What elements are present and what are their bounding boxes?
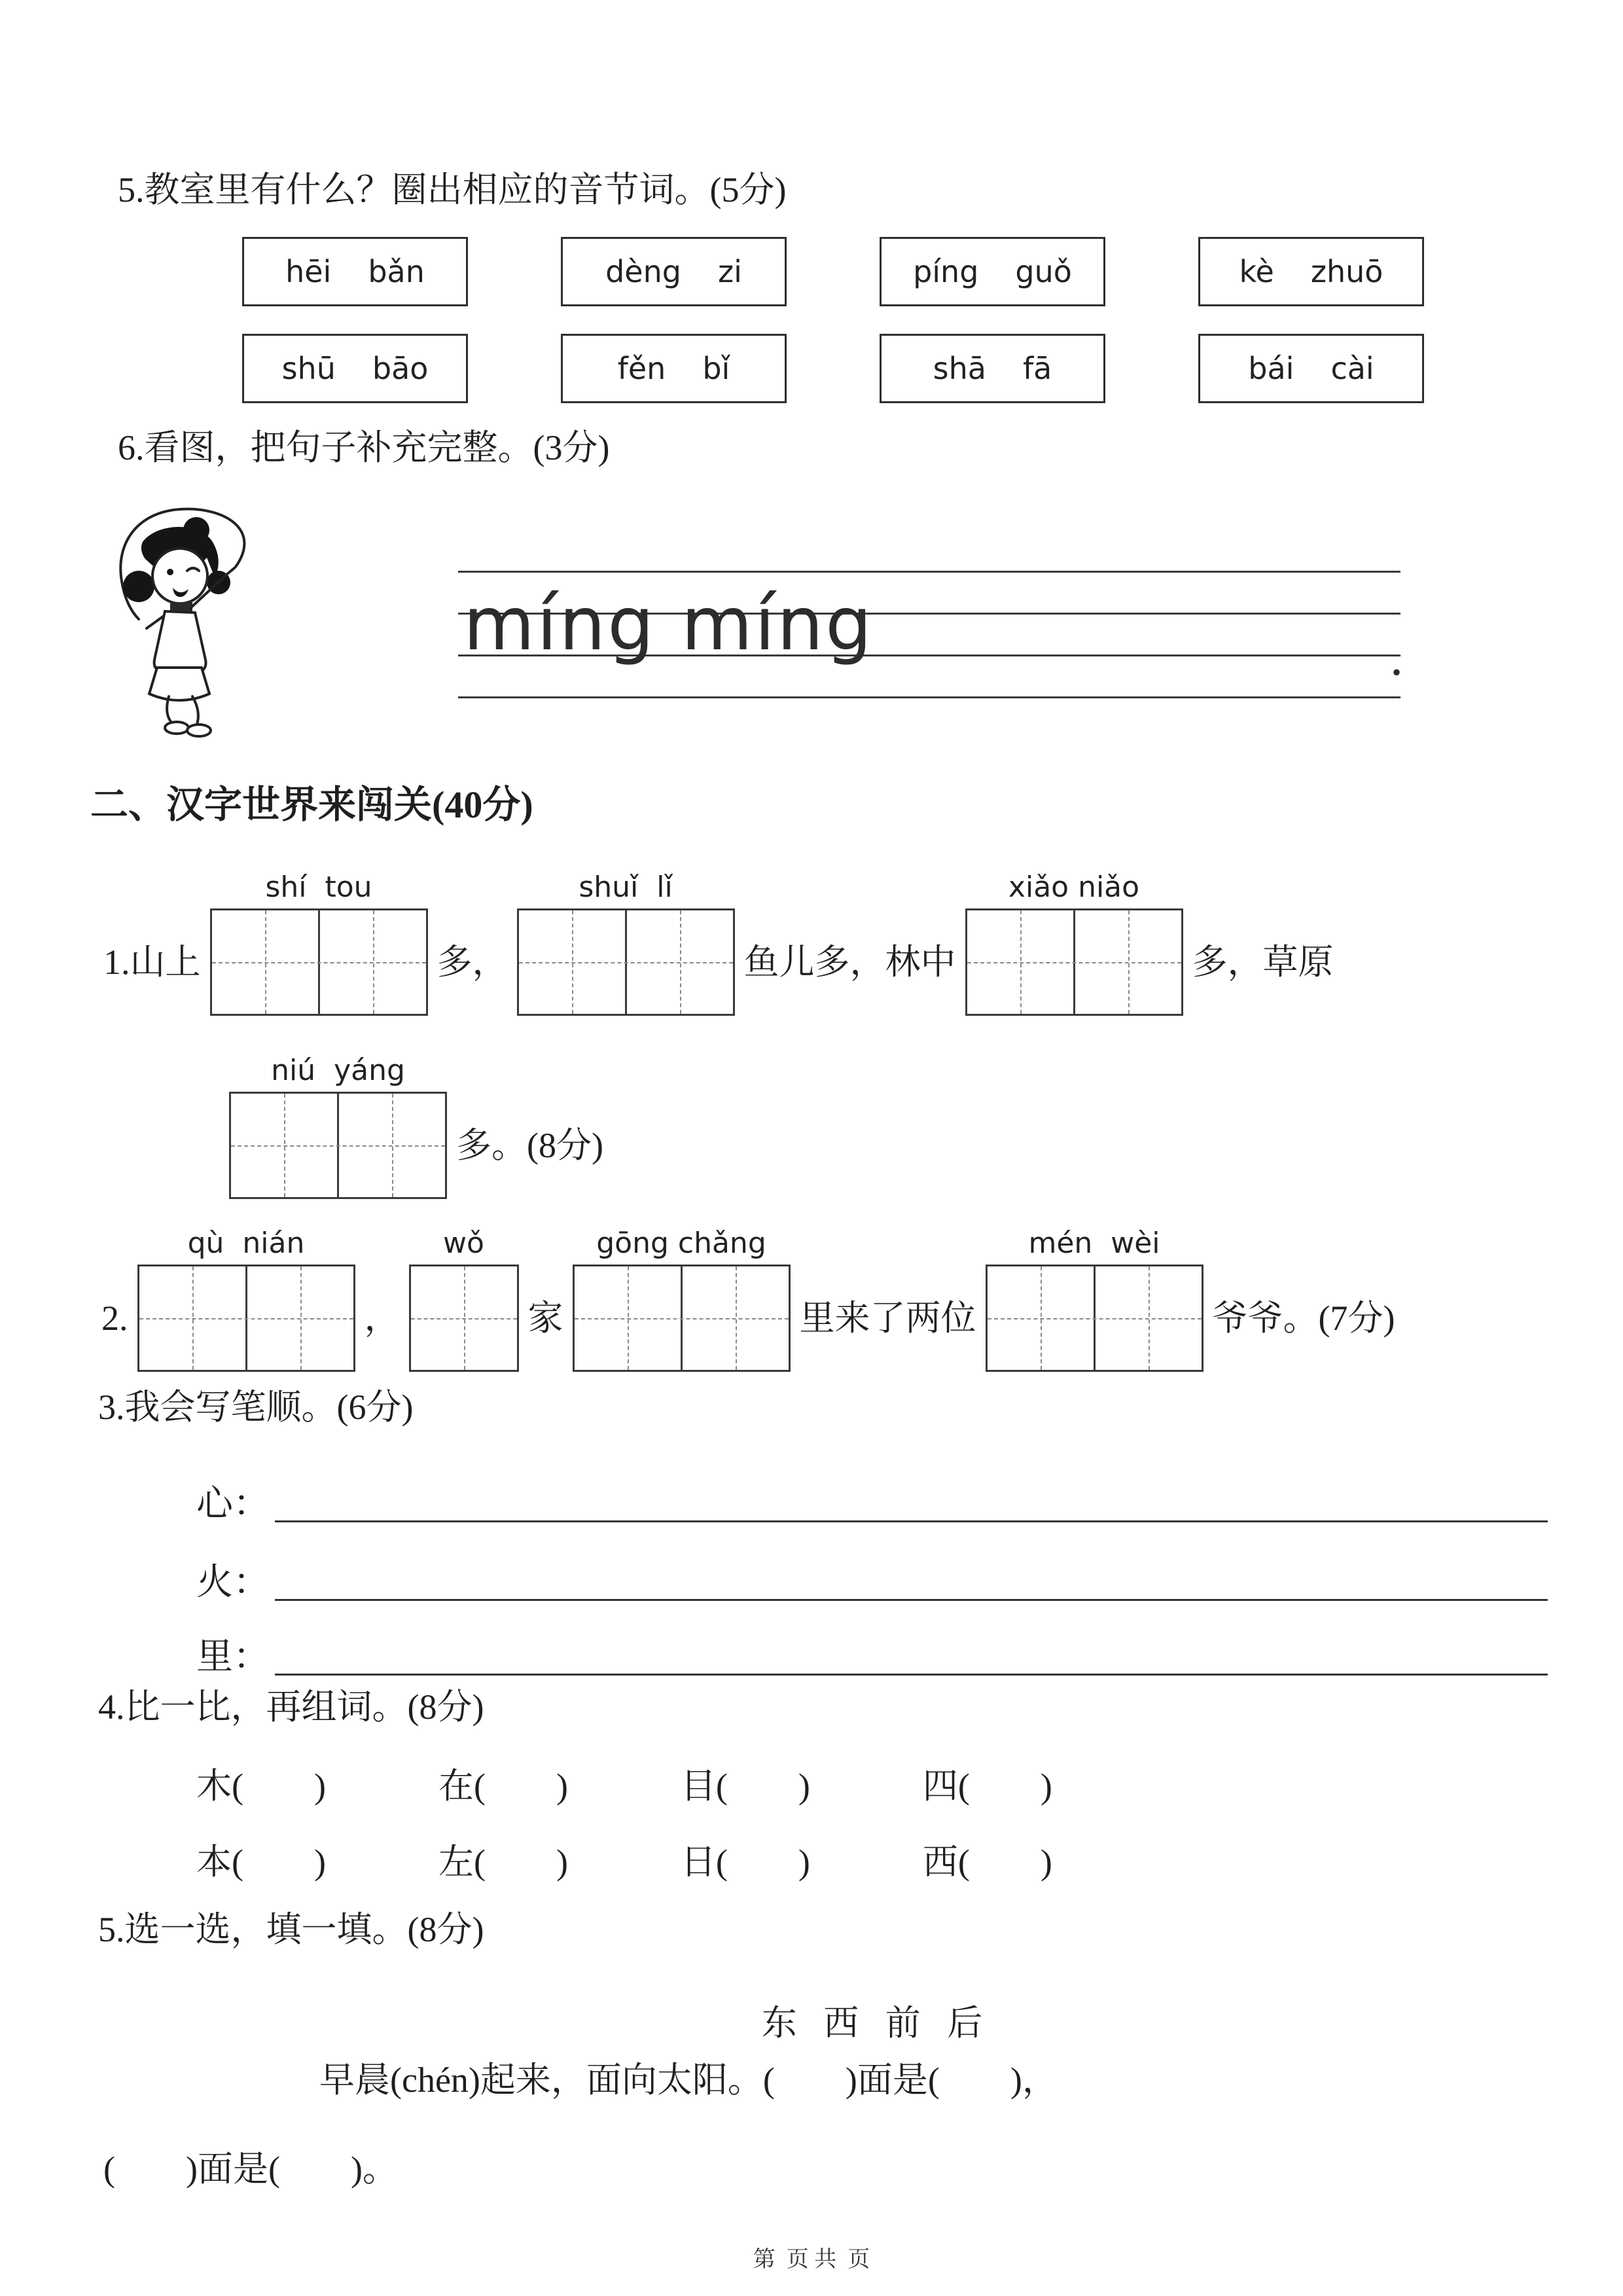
q1-seg3: 多，草原 (1192, 942, 1334, 982)
s2q4-row2 (196, 1834, 1052, 1884)
word-box-heiban[interactable] (242, 237, 468, 306)
s2q3-title: 3.我会写笔顺。(6分) (98, 1388, 414, 1427)
character-li: 里： (196, 1637, 270, 1678)
dress (154, 611, 206, 670)
writing-grid-shuili[interactable] (517, 870, 735, 1016)
right-leg (192, 696, 198, 726)
character-xin: 心： (196, 1484, 270, 1525)
compare-item[interactable]: 日( ) (680, 1842, 810, 1882)
s2q5-sentence-line2[interactable]: ( )面是( )。 (103, 2149, 398, 2189)
s2q4-title: 4.比一比，再组词。(8分) (98, 1687, 484, 1727)
q2-seg3: 里来了两位 (799, 1298, 976, 1338)
staff-line (458, 571, 1400, 573)
q6-title: 6.看图，把句子补充完整。(3分) (118, 428, 610, 467)
q5-title: 5.教室里有什么？圈出相应的音节词。(5分) (118, 170, 787, 209)
syllable: hēi (285, 254, 332, 289)
word-box-shubao[interactable] (242, 334, 468, 403)
stroke-order-row-huo (196, 1549, 1548, 1604)
compare-item[interactable]: 四( ) (922, 1767, 1052, 1806)
open-eye (167, 569, 173, 575)
compare-item[interactable]: 西( ) (922, 1842, 1052, 1882)
q1-seg1: 多， (437, 942, 508, 982)
section2-title: 二、汉字世界来闯关(40分) (90, 783, 533, 826)
stroke-order-row-li (196, 1623, 1548, 1678)
pinyin-label: shí tou (265, 870, 372, 904)
girl-jump-rope-illustration (97, 503, 293, 745)
pinyin-label: shuǐ lǐ (579, 870, 673, 904)
syllable: bāo (372, 351, 429, 386)
pinyin-label: gōng chǎng (596, 1227, 766, 1260)
compare-item[interactable]: 本( ) (196, 1842, 326, 1882)
s2q2-line (101, 1227, 1395, 1372)
compare-item[interactable]: 左( ) (438, 1842, 568, 1882)
writing-grid-wo[interactable] (409, 1227, 519, 1372)
pinyin-label: xiǎo niǎo (1008, 870, 1140, 904)
q2-seg1: ， (364, 1298, 400, 1338)
sentence-period: . (1390, 629, 1403, 687)
syllable: shū (281, 351, 336, 386)
pinyin-label: mén wèi (1028, 1227, 1160, 1260)
syllable: bǐ (702, 351, 730, 386)
compare-item[interactable]: 木( ) (196, 1767, 326, 1806)
word-box-dengzi[interactable] (561, 237, 787, 306)
syllable: shā (933, 351, 986, 386)
pinyin-label: wǒ (443, 1227, 484, 1260)
syllable: píng (913, 254, 979, 289)
q5-word-boxes (242, 237, 1424, 403)
compare-item[interactable]: 目( ) (680, 1767, 810, 1806)
syllable: zi (717, 254, 742, 289)
s2q1-line1 (103, 870, 1334, 1016)
answer-line[interactable] (275, 1674, 1548, 1676)
s2q5-sentence-line1[interactable]: 早晨(chén)起来，面向太阳。( )面是( )， (319, 2060, 1058, 2100)
writing-grid-niuyang[interactable] (229, 1054, 447, 1199)
compare-item[interactable]: 在( ) (438, 1767, 568, 1806)
q2-lead: 2. (101, 1298, 128, 1338)
left-shoe (165, 722, 188, 734)
word-box-fenbi[interactable] (561, 334, 787, 403)
syllable: zhuō (1310, 254, 1383, 289)
pinyin-label: niú yáng (271, 1054, 405, 1087)
pigtail-left (123, 571, 154, 602)
hair-bun (183, 517, 209, 543)
s2q5-title: 5.选一选，填一填。(8分) (98, 1910, 484, 1949)
skirt (149, 668, 209, 700)
syllable: bǎn (368, 254, 425, 289)
word-box-kezhuo[interactable] (1198, 237, 1424, 306)
syllable: kè (1239, 254, 1274, 289)
q1-seg2: 鱼儿多，林中 (743, 942, 956, 982)
syllable: bái (1248, 351, 1294, 386)
q2-seg4: 爷爷。(7分) (1212, 1298, 1395, 1338)
written-pinyin: míng míng (463, 582, 874, 667)
s2q1-line2 (229, 1054, 603, 1199)
staff-line (458, 696, 1400, 698)
syllable: guǒ (1015, 254, 1072, 289)
q2-seg2: 家 (527, 1298, 563, 1338)
writing-grid-xiaoniao[interactable] (965, 870, 1183, 1016)
writing-grid-shitou[interactable] (210, 870, 428, 1016)
s2q4-row1 (196, 1758, 1052, 1808)
syllable: fā (1022, 351, 1052, 386)
s2q5-options: 东 西 前 后 (761, 2003, 983, 2043)
stroke-order-row-xin (196, 1470, 1548, 1525)
pinyin-writing-lines[interactable] (458, 571, 1403, 696)
writing-grid-qunian[interactable] (137, 1227, 355, 1372)
answer-line[interactable] (275, 1520, 1548, 1522)
writing-grid-menwei[interactable] (986, 1227, 1204, 1372)
syllable: cài (1330, 351, 1374, 386)
q1-seg4: 多。(8分) (456, 1125, 603, 1165)
page-footer: 第 页 共 页 (753, 2248, 870, 2272)
word-box-shafa[interactable] (880, 334, 1105, 403)
word-box-baicai[interactable] (1198, 334, 1424, 403)
right-shoe (187, 725, 211, 736)
q1-lead: 1.山上 (103, 942, 201, 982)
syllable: fěn (617, 351, 666, 386)
word-box-pingguo[interactable] (880, 237, 1105, 306)
syllable: dèng (605, 254, 681, 289)
answer-line[interactable] (275, 1599, 1548, 1601)
pinyin-label: qù nián (187, 1227, 305, 1260)
writing-grid-gongchang[interactable] (573, 1227, 791, 1372)
character-huo: 火： (196, 1562, 270, 1604)
